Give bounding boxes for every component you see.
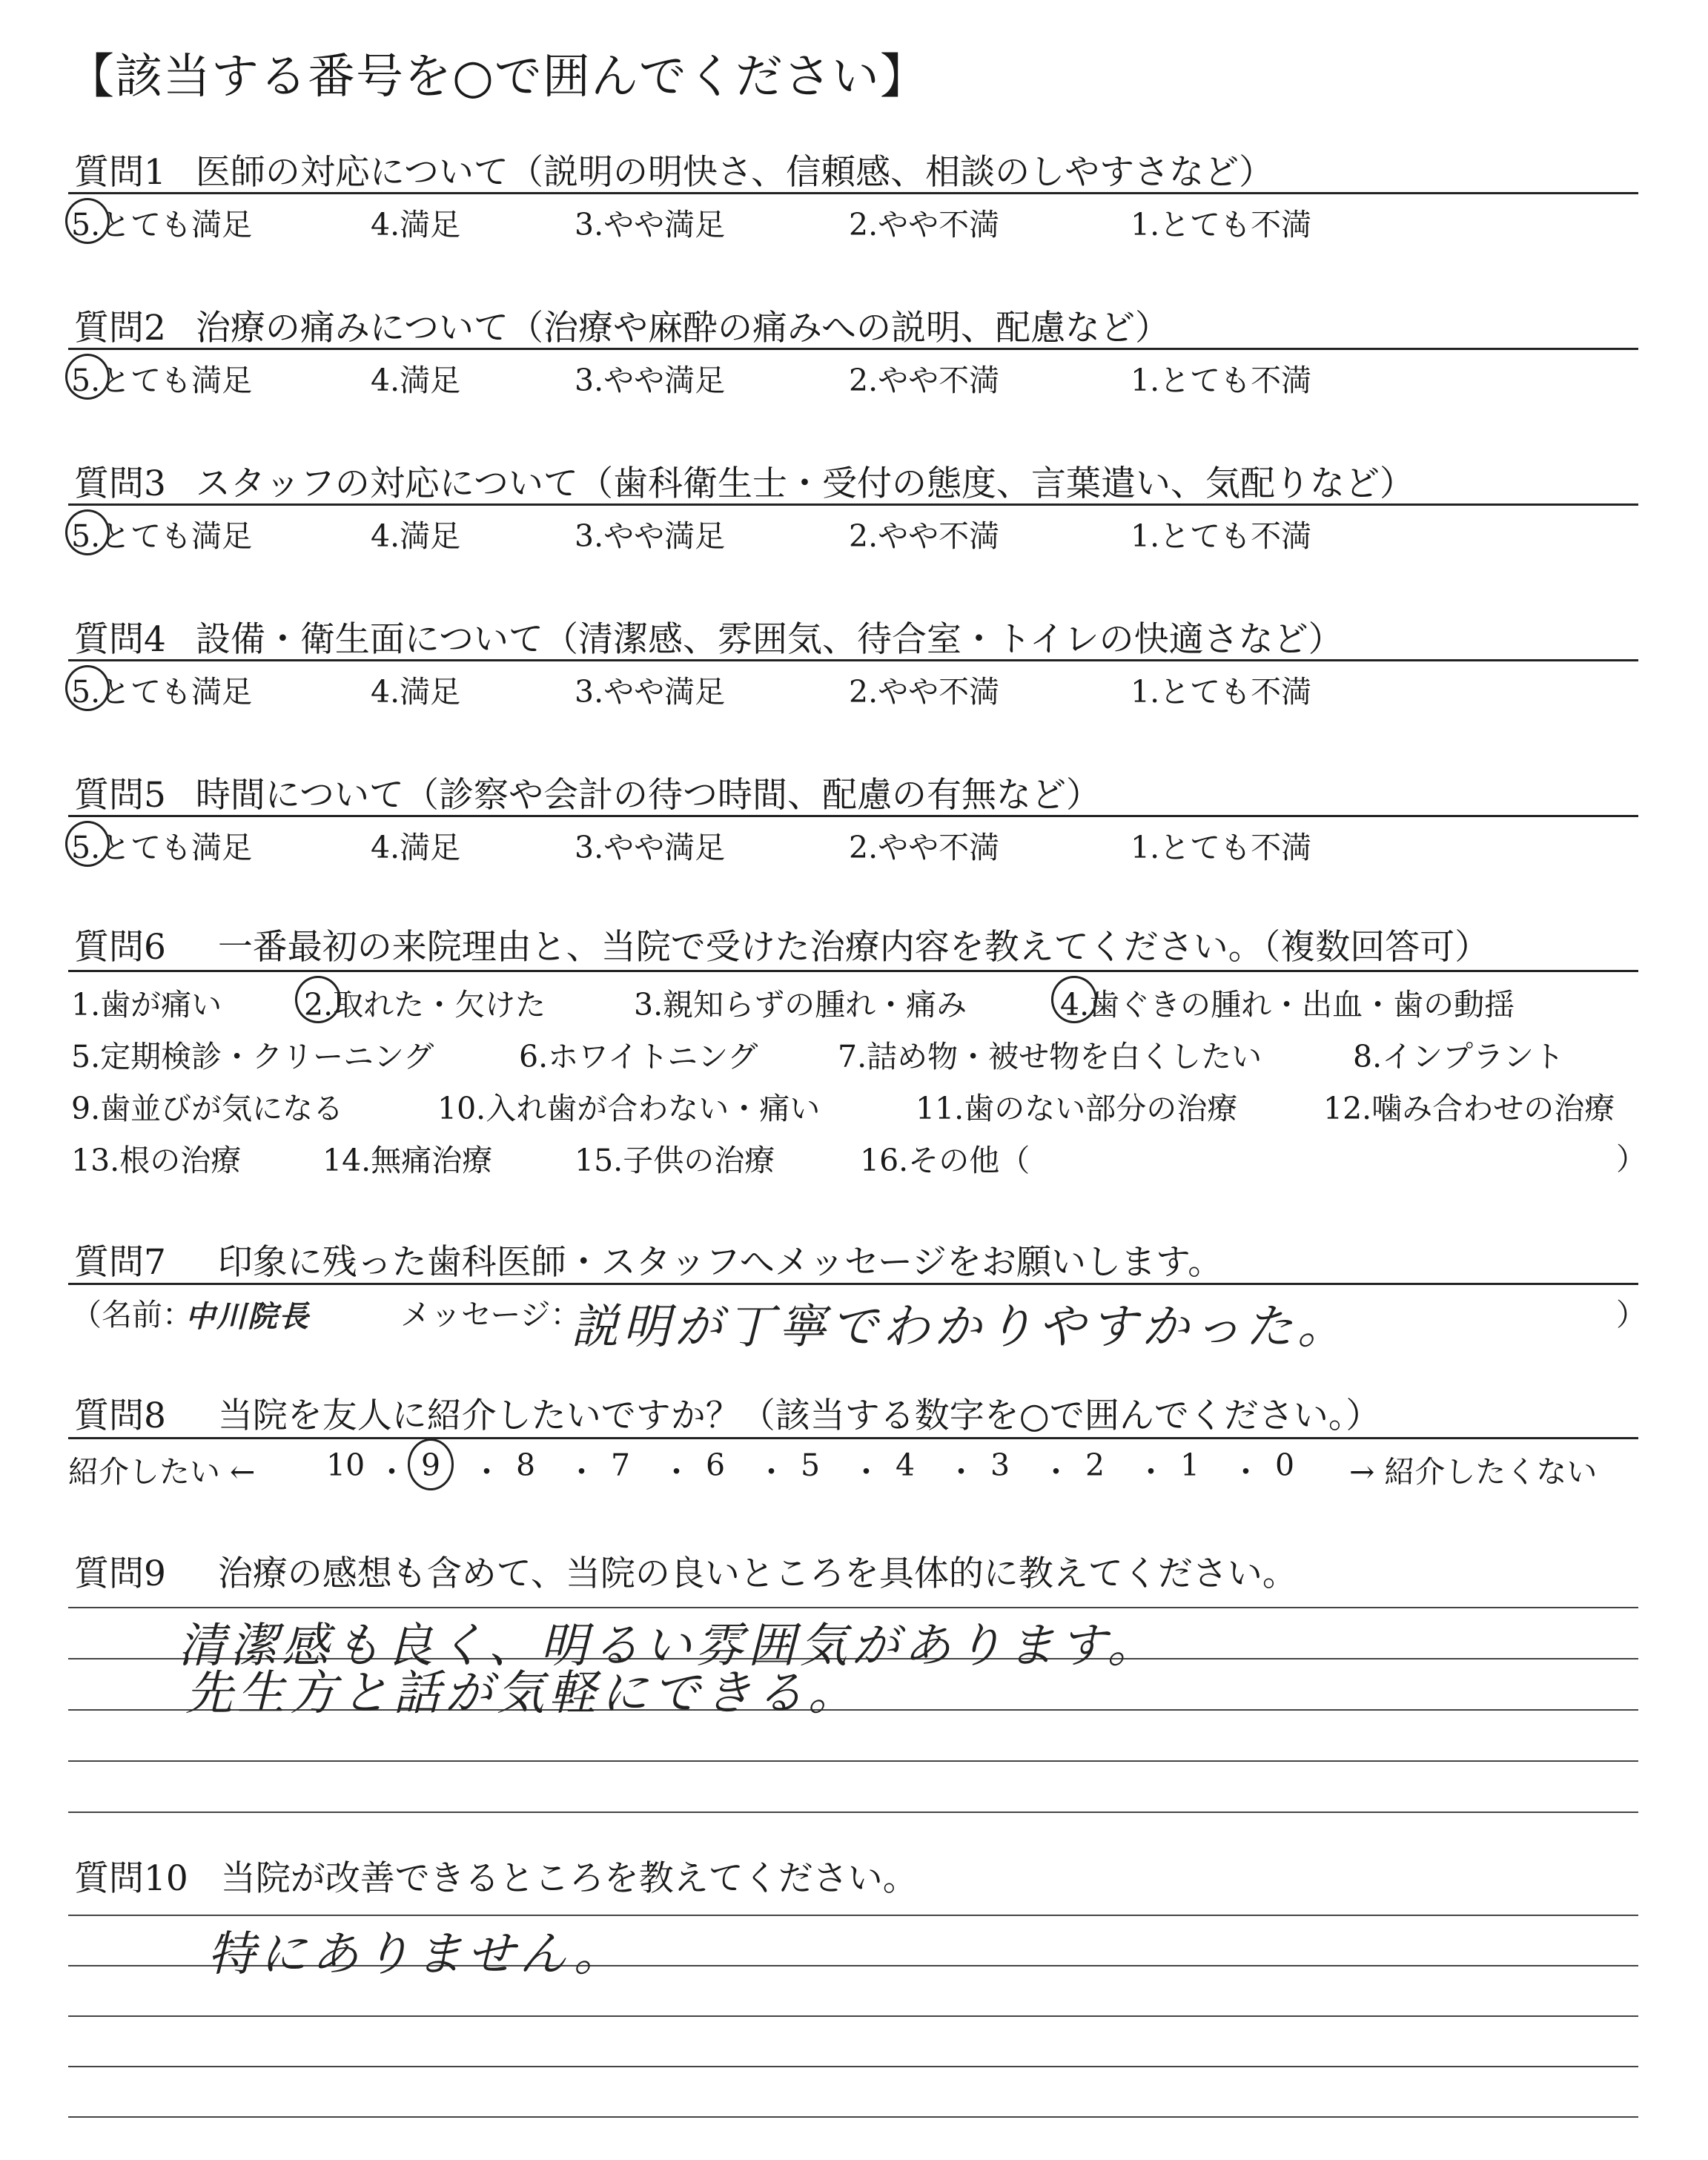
- q1-text: 医師の対応について（説明の明快さ、信頼感、相談のしやすさなど）: [195, 152, 1274, 193]
- q3-option-3[interactable]: 3.やや満足: [575, 518, 726, 554]
- q8-scale-1[interactable]: 1: [1180, 1447, 1200, 1483]
- q4-selection-circle: [65, 665, 110, 711]
- q2-option-3[interactable]: 3.やや満足: [575, 363, 726, 398]
- q9-answer-line-1: 清潔感も良く、明るい雰囲気があります。: [178, 1619, 1159, 1674]
- q6-selection-circle: [1051, 976, 1097, 1023]
- q6-option-3[interactable]: 3.親知らずの腫れ・痛み: [634, 987, 967, 1023]
- q7-text: 印象に残った歯科医師・スタッフへメッセージをお願いします。: [217, 1242, 1223, 1283]
- q8-scale-separator: ・: [377, 1454, 407, 1490]
- q9-text: 治療の感想も含めて、当院の良いところを具体的に教えてください。: [217, 1553, 1297, 1594]
- q4-option-2[interactable]: 2.やや不満: [849, 674, 1000, 710]
- q1-option-2[interactable]: 2.やや不満: [849, 207, 1000, 242]
- q3-selection-circle: [65, 509, 110, 555]
- q6-option-8[interactable]: 8.インプラント: [1353, 1039, 1565, 1074]
- q1-label: 質問1: [74, 152, 166, 193]
- q5-rule: [68, 815, 1638, 817]
- q7-message-label: メッセージ：: [400, 1297, 581, 1332]
- q6-option-7[interactable]: 7.詰め物・被せ物を白くしたい: [838, 1039, 1262, 1074]
- q1-selection-circle: [65, 198, 110, 244]
- q10-answer-line-1: 特にありません。: [208, 1927, 626, 1982]
- q8-right-label: → 紹介したくない: [1349, 1454, 1598, 1490]
- q9-heading: [74, 1546, 1297, 1596]
- q8-text: 当院を友人に紹介したいですか？（該当する数字を○で囲んでください。）: [217, 1396, 1381, 1436]
- q2-rule: [68, 348, 1638, 350]
- q5-option-3[interactable]: 3.やや満足: [575, 830, 726, 865]
- q8-scale-separator: ・: [1041, 1454, 1071, 1490]
- q10-line-5: [68, 2116, 1638, 2118]
- q2-option-1[interactable]: 1.とても不満: [1131, 363, 1312, 398]
- q6-heading: [74, 919, 1489, 969]
- q6-rule: [68, 970, 1638, 972]
- q5-option-5[interactable]: 5.とても満足: [71, 830, 253, 865]
- q6-option-6[interactable]: 6.ホワイトニング: [519, 1039, 758, 1074]
- q6-option-13[interactable]: 13.根の治療: [71, 1143, 242, 1178]
- q2-option-2[interactable]: 2.やや不満: [849, 363, 1000, 398]
- q2-label: 質問2: [74, 308, 166, 349]
- q8-left-label: 紹介したい ←: [68, 1454, 256, 1490]
- q6-option-11[interactable]: 11.歯のない部分の治療: [916, 1091, 1238, 1126]
- q6-option-15[interactable]: 15.子供の治療: [575, 1143, 775, 1178]
- q4-option-3[interactable]: 3.やや満足: [575, 674, 726, 710]
- q8-scale-separator: ・: [1231, 1454, 1261, 1490]
- q6-option-9[interactable]: 9.歯並びが気になる: [71, 1091, 344, 1126]
- q9-answer-line-2: 先生方と話が気軽にできる。: [185, 1666, 860, 1721]
- q8-scale-10[interactable]: 10: [326, 1447, 365, 1483]
- q8-scale-separator: ・: [946, 1454, 976, 1490]
- q3-option-5[interactable]: 5.とても満足: [71, 518, 253, 554]
- q6-text: 一番最初の来院理由と、当院で受けた治療内容を教えてください。（複数回答可）: [217, 927, 1490, 968]
- q6-option-10[interactable]: 10.入れ歯が合わない・痛い: [437, 1091, 821, 1126]
- q3-option-4[interactable]: 4.満足: [371, 518, 461, 554]
- q8-scale-separator: ・: [661, 1454, 692, 1490]
- q6-option-2[interactable]: 2.取れた・欠けた: [304, 987, 546, 1023]
- q7-name-label: （名前：: [71, 1297, 193, 1332]
- q7-rule: [68, 1283, 1638, 1285]
- q1-option-4[interactable]: 4.満足: [371, 207, 461, 242]
- q5-option-2[interactable]: 2.やや不満: [849, 830, 1000, 865]
- q8-heading: [74, 1388, 1380, 1438]
- q5-label: 質問5: [74, 775, 166, 816]
- q7-name-value: 中川院長: [185, 1300, 310, 1334]
- q2-selection-circle: [65, 354, 110, 400]
- q2-option-5[interactable]: 5.とても満足: [71, 363, 253, 398]
- q10-label: 質問10: [74, 1858, 188, 1899]
- q10-text: 当院が改善できるところを教えてください。: [220, 1858, 918, 1899]
- q3-heading: [74, 456, 1414, 506]
- q2-heading: [74, 300, 1170, 350]
- q10-heading: [74, 1851, 918, 1900]
- q3-rule: [68, 503, 1638, 506]
- q6-option-1[interactable]: 1.歯が痛い: [71, 987, 222, 1023]
- q6-close-paren: ）: [1616, 1141, 1646, 1177]
- q8-scale-4[interactable]: 4: [896, 1447, 916, 1483]
- q8-scale-6[interactable]: 6: [706, 1447, 726, 1483]
- q5-option-1[interactable]: 1.とても不満: [1131, 830, 1312, 865]
- q5-selection-circle: [65, 821, 110, 867]
- q1-heading: [74, 145, 1274, 194]
- q8-scale-separator: ・: [1136, 1454, 1166, 1490]
- q1-option-3[interactable]: 3.やや満足: [575, 207, 726, 242]
- q5-text: 時間について（診察や会計の待つ時間、配慮の有無など）: [195, 775, 1101, 816]
- q7-close-paren: ）: [1616, 1297, 1646, 1332]
- q8-scale-separator: ・: [566, 1454, 597, 1490]
- q10-line-4: [68, 2066, 1638, 2067]
- q8-scale-8[interactable]: 8: [516, 1447, 536, 1483]
- q7-heading: [74, 1235, 1222, 1284]
- q7-label: 質問7: [74, 1242, 166, 1283]
- q3-option-2[interactable]: 2.やや不満: [849, 518, 1000, 554]
- q3-label: 質問3: [74, 463, 166, 504]
- q2-text: 治療の痛みについて（治療や麻酔の痛みへの説明、配慮など）: [195, 308, 1171, 349]
- q8-scale-5[interactable]: 5: [801, 1447, 821, 1483]
- q8-scale-3[interactable]: 3: [990, 1447, 1010, 1483]
- q4-option-1[interactable]: 1.とても不満: [1131, 674, 1312, 710]
- q4-option-5[interactable]: 5.とても満足: [71, 674, 253, 710]
- q6-option-4[interactable]: 4.歯ぐきの腫れ・出血・歯の動揺: [1060, 987, 1515, 1023]
- q10-line-3: [68, 2015, 1638, 2017]
- q6-option-14[interactable]: 14.無痛治療: [322, 1143, 493, 1178]
- q8-scale-2[interactable]: 2: [1085, 1447, 1105, 1483]
- q6-option-5[interactable]: 5.定期検診・クリーニング: [71, 1039, 434, 1074]
- q8-scale-9[interactable]: 9: [421, 1447, 441, 1483]
- q9-label: 質問9: [74, 1553, 166, 1594]
- q1-option-1[interactable]: 1.とても不満: [1131, 207, 1312, 242]
- q8-scale-separator: ・: [471, 1454, 502, 1490]
- q8-scale-0[interactable]: 0: [1275, 1447, 1295, 1483]
- q3-text: スタッフの対応について（歯科衛生士・受付の態度、言葉遣い、気配りなど）: [195, 463, 1414, 504]
- q5-option-4[interactable]: 4.満足: [371, 830, 461, 865]
- q1-rule: [68, 192, 1638, 194]
- q4-label: 質問4: [74, 619, 166, 660]
- q1-option-5[interactable]: 5.とても満足: [71, 207, 253, 242]
- q3-option-1[interactable]: 1.とても不満: [1131, 518, 1312, 554]
- q8-label: 質問8: [74, 1396, 166, 1436]
- q9-line-4: [68, 1760, 1638, 1762]
- q2-option-4[interactable]: 4.満足: [371, 363, 461, 398]
- page-title: 【該当する番号を○で囲んでください】: [67, 50, 928, 105]
- q9-line-5: [68, 1811, 1638, 1813]
- q6-option-16[interactable]: 16.その他（: [860, 1143, 1030, 1178]
- q6-selection-circle: [295, 976, 341, 1023]
- q8-selection-circle: [408, 1439, 454, 1490]
- q6-option-12[interactable]: 12.噛み合わせの治療: [1323, 1091, 1615, 1126]
- q8-scale-separator: ・: [756, 1454, 787, 1490]
- q7-message-value: 説明が丁寧でわかりやすかった。: [571, 1300, 1349, 1355]
- q4-text: 設備・衛生面について（清潔感、雰囲気、待合室・トイレの快適さなど）: [195, 619, 1343, 660]
- q8-scale-separator: ・: [851, 1454, 881, 1490]
- q4-option-4[interactable]: 4.満足: [371, 674, 461, 710]
- q6-label: 質問6: [74, 927, 166, 968]
- q4-rule: [68, 659, 1638, 661]
- q8-rule: [68, 1437, 1638, 1439]
- q4-heading: [74, 612, 1343, 661]
- q5-heading: [74, 767, 1101, 817]
- q8-scale-7[interactable]: 7: [611, 1447, 631, 1483]
